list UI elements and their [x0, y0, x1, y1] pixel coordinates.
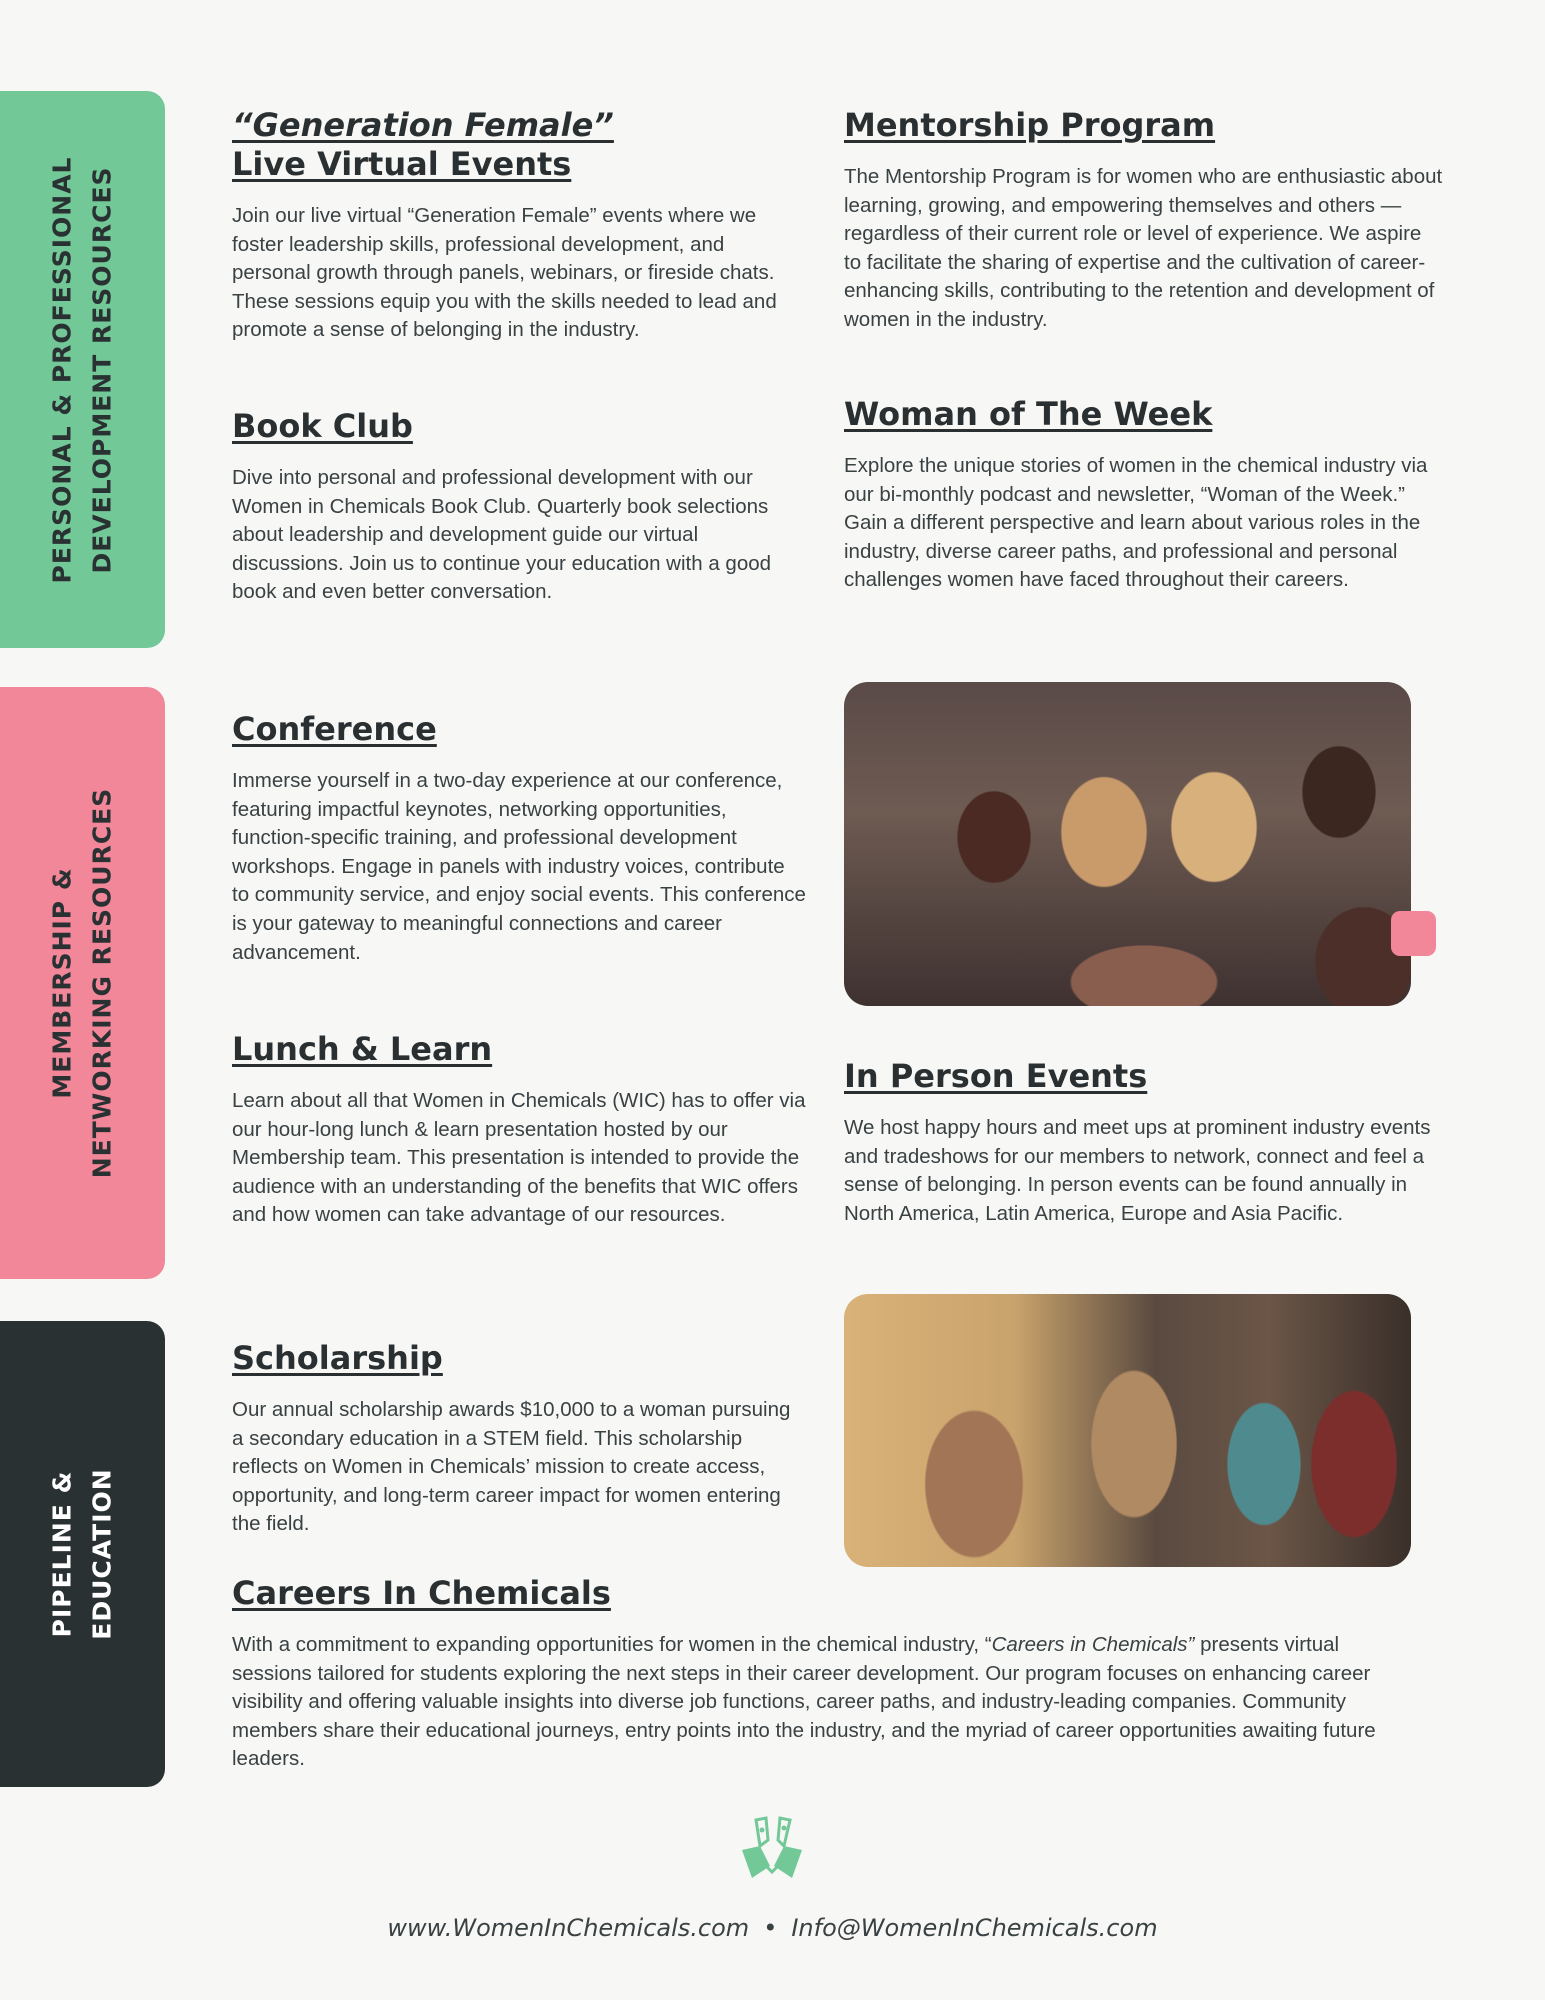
- tab-pipeline-education-label: PIPELINE & EDUCATION: [47, 1468, 117, 1640]
- section-title: “Generation Female” Live Virtual Events: [232, 106, 614, 183]
- section-title: Careers In Chemicals: [232, 1574, 611, 1612]
- section-body: Join our live virtual “Generation Female” events where we foster leadership skills, professional development, and personal growth through panels, webinars, or fireside chats. These sessions equip you with the skills needed to lead and promote a sense of belonging in the industry.: [232, 204, 777, 342]
- section-conference: [232, 710, 807, 967]
- section-body: With a commitment to expanding opportunities for women in the chemical industry, “Careers in Chemicals” presents virtual sessions tailored for students exploring the next steps in their career development. Our program focuses on enhancing career visibility and offering valuable insights into diverse job functions, career paths, and industry-leading companies. Community members share their educational journeys, entry points into the industry, and the myriad of career opportunities awaiting future leaders.: [232, 1633, 1376, 1771]
- section-title: Woman of The Week: [844, 395, 1213, 433]
- tab-membership-networking: [0, 687, 165, 1279]
- section-body: Explore the unique stories of women in the chemical industry via our bi-monthly podcast and newsletter, “Woman of the Week.” Gain a different perspective and learn about various roles in the industry, diverse career paths, and professional and personal challenges women have faced throughout their careers.: [844, 454, 1428, 592]
- section-scholarship: [232, 1339, 802, 1539]
- tab-personal-professional-label: PERSONAL & PROFESSIONAL DEVELOPMENT RESOURCES: [47, 156, 117, 583]
- flask-logo-icon: [722, 1810, 822, 1882]
- section-book-club: [232, 407, 802, 607]
- networking-event-photo: [844, 1294, 1411, 1567]
- section-title: Lunch & Learn: [232, 1030, 493, 1068]
- tab-membership-networking-label: MEMBERSHIP & NETWORKING RESOURCES: [47, 787, 117, 1179]
- section-body: Immerse yourself in a two-day experience at our conference, featuring impactful keynotes, networking opportunities, function-specific training, and professional development workshops. Engage in panels with industry voices, contribute to community service, and enjoy social events. This conference is your gateway to meaningful connections and career advancement.: [232, 769, 806, 964]
- section-body: The Mentorship Program is for women who are enthusiastic about learning, growing, and empowering themselves and others — regardless of their current role or level of experience. We aspire to facilitate the sharing of expertise and the cultivation of career-enhancing skills, contributing to the retention and development of women in the industry.: [844, 165, 1443, 331]
- footer-contact: [0, 1914, 1545, 1942]
- section-careers-in-chemicals: [232, 1574, 1412, 1774]
- section-lunch-learn: [232, 1030, 812, 1230]
- section-woman-of-the-week: [844, 395, 1444, 595]
- section-title: Scholarship: [232, 1339, 443, 1377]
- tab-personal-professional: [0, 91, 165, 648]
- section-body: Our annual scholarship awards $10,000 to a woman pursuing a secondary education in a STEM field. This scholarship reflects on Women in Chemicals’ mission to create access, opportunity, and long-term career impact for women entering the field.: [232, 1398, 791, 1536]
- section-body: We host happy hours and meet ups at prominent industry events and tradeshows for our members to network, connect and feel a sense of belonging. In person events can be found annually in North America, Latin America, Europe and Asia Pacific.: [844, 1116, 1431, 1225]
- pink-accent-square: [1391, 911, 1436, 956]
- section-title: In Person Events: [844, 1057, 1148, 1095]
- section-title: Conference: [232, 710, 437, 748]
- section-title: Book Club: [232, 407, 413, 445]
- tab-pipeline-education: [0, 1321, 165, 1787]
- footer-email-link[interactable]: Info@WomenInChemicals.com: [791, 1914, 1158, 1942]
- section-mentorship: [844, 106, 1444, 335]
- footer-separator: •: [763, 1914, 778, 1942]
- section-body: Dive into personal and professional development with our Women in Chemicals Book Club. Quarterly book selections about leadership and development guide our virtual discussions. Join us to continue your education with a good book and even better conversation.: [232, 466, 772, 604]
- conference-audience-photo: [844, 682, 1411, 1006]
- section-in-person-events: [844, 1057, 1444, 1228]
- section-generation-female: [232, 106, 807, 345]
- section-title: Mentorship Program: [844, 106, 1216, 144]
- footer-website-link[interactable]: www.WomenInChemicals.com: [387, 1914, 750, 1942]
- section-body: Learn about all that Women in Chemicals (WIC) has to offer via our hour-long lunch & learn presentation hosted by our Membership team. This presentation is intended to provide the audience with an understanding of the benefits that WIC offers and how women can take advantage of our resources.: [232, 1089, 806, 1227]
